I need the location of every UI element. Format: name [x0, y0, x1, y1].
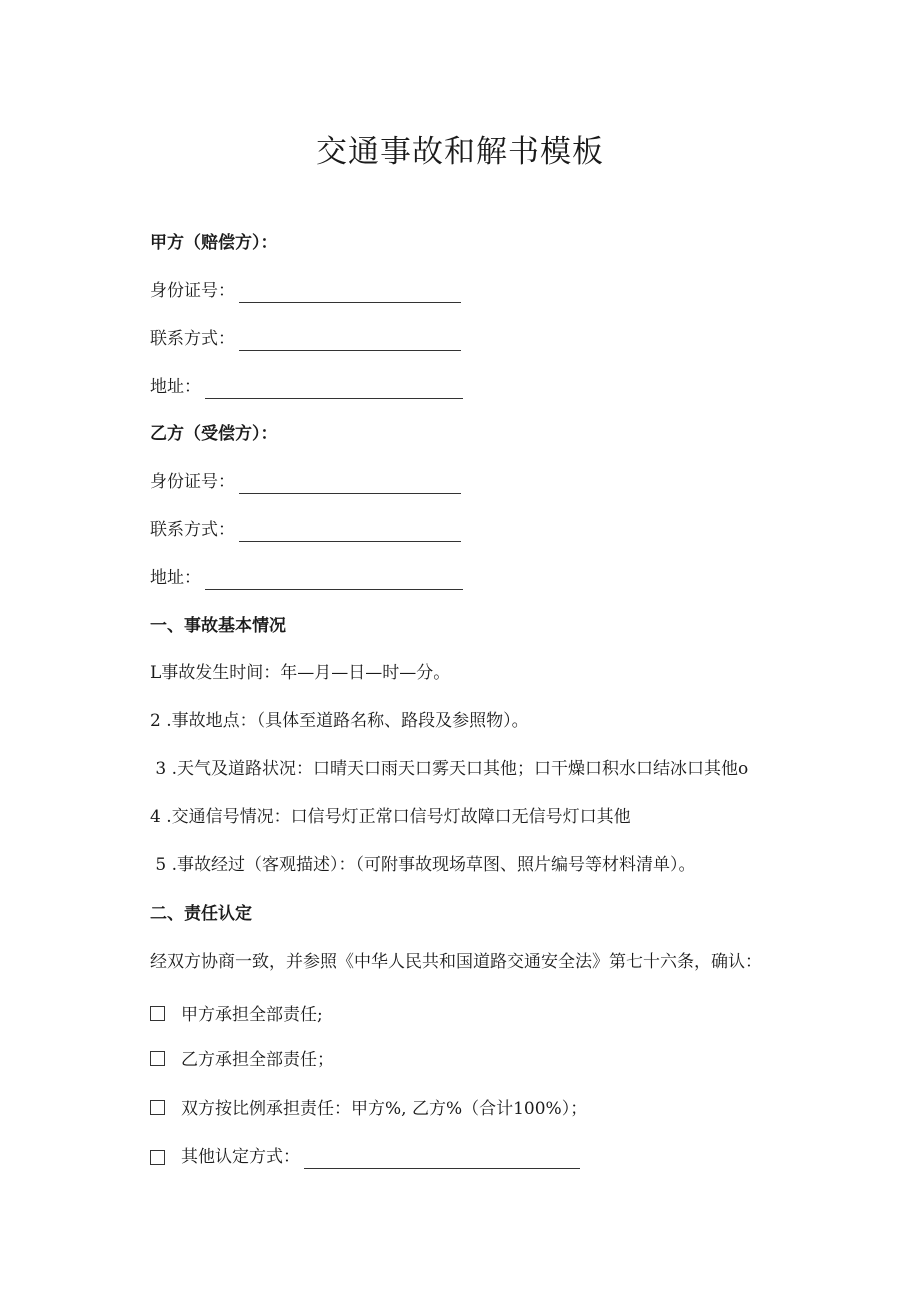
option-label: 乙方承担全部责任； — [181, 1050, 334, 1070]
party-a-heading: 甲方（赔偿方）： — [150, 233, 278, 253]
party-b-heading: 乙方（受偿方）： — [150, 424, 278, 444]
responsibility-option — [150, 1048, 334, 1072]
party-b-id-row — [150, 470, 461, 494]
checkbox-icon[interactable] — [150, 1051, 165, 1066]
section-1-item: 2 .事故地点：（具体至道路名称、路段及参照物）。 — [150, 711, 529, 731]
section-1-heading: 一、事故基本情况 — [150, 616, 286, 636]
section-2-intro: 经双方协商一致，并参照《中华人民共和国道路交通安全法》第七十六条，确认： — [150, 952, 762, 972]
party-a-id-field[interactable] — [239, 286, 461, 303]
party-a-contact-label: 联系方式： — [150, 329, 235, 349]
party-b-contact-row — [150, 518, 461, 542]
checkbox-icon[interactable] — [150, 1100, 165, 1115]
party-a-address-label: 地址： — [150, 377, 201, 397]
responsibility-option — [150, 1003, 323, 1027]
party-b-contact-field[interactable] — [239, 525, 461, 542]
document-title: 交通事故和解书模板 — [316, 134, 604, 170]
responsibility-option — [150, 1145, 580, 1169]
responsibility-option — [150, 1097, 587, 1121]
party-b-address-row — [150, 566, 463, 590]
section-1-item: L事故发生时间：年—月—日—时—分。 — [150, 663, 451, 683]
option-label: 甲方承担全部责任; — [181, 1005, 323, 1025]
checkbox-icon[interactable] — [150, 1150, 165, 1165]
party-a-address-field[interactable] — [205, 382, 463, 399]
party-a-contact-row — [150, 327, 461, 351]
party-b-address-label: 地址： — [150, 568, 201, 588]
section-1-item: 4 .交通信号情况：口信号灯正常口信号灯故障口无信号灯口其他 — [150, 807, 631, 827]
section-1-item: 5 .事故经过（客观描述）：（可附事故现场草图、照片编号等材料清单）。 — [150, 855, 696, 875]
party-a-id-row — [150, 279, 461, 303]
section-1-item: 3 .天气及道路状况：口晴天口雨天口雾天口其他；口干燥口积水口结冰口其他o — [150, 759, 749, 779]
section-2-heading: 二、责任认定 — [150, 904, 252, 924]
party-b-id-label: 身份证号： — [150, 472, 235, 492]
option-label: 双方按比例承担责任：甲方%, 乙方%（合计100%）； — [181, 1099, 588, 1119]
party-a-contact-field[interactable] — [239, 334, 461, 351]
party-b-contact-label: 联系方式： — [150, 520, 235, 540]
party-b-address-field[interactable] — [205, 573, 463, 590]
option-label: 其他认定方式： — [181, 1147, 300, 1167]
party-a-address-row — [150, 375, 463, 399]
other-method-field[interactable] — [304, 1152, 580, 1169]
checkbox-icon[interactable] — [150, 1006, 165, 1021]
party-b-id-field[interactable] — [239, 477, 461, 494]
party-a-id-label: 身份证号： — [150, 281, 235, 301]
